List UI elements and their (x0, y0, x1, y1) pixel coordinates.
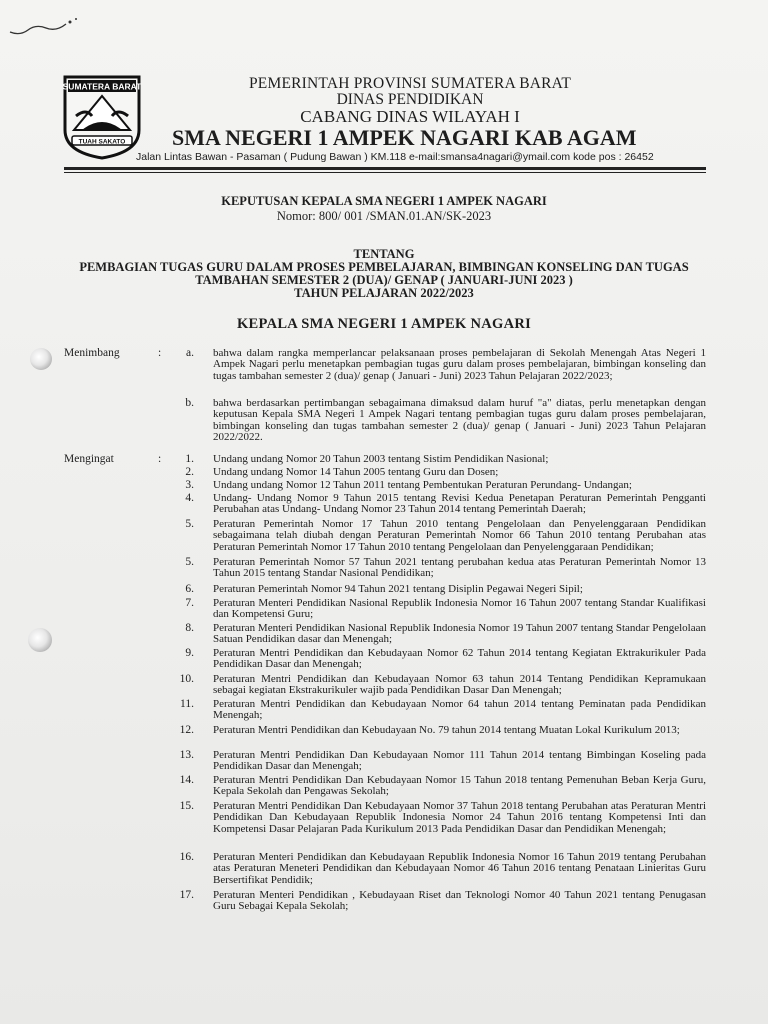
mengingat-marker: 2. (185, 466, 194, 478)
decision-number: Nomor: 800/ 001 /SMAN.01.AN/SK-2023 (276, 209, 492, 223)
mengingat-item: Undang undang Nomor 12 Tahun 2011 tentang Pembentukan Peraturan Perundang- Undangan; (213, 479, 632, 491)
header-rule-thin (64, 172, 706, 173)
mengingat-item: Undang undang Nomor 20 Tahun 2003 tentang Sistim Pendidikan Nasional; (213, 453, 549, 465)
letterhead (150, 76, 670, 150)
mengingat-item: Peraturan Mentri Pendidikan Dan Kebudayaan Nomor 111 Tahun 2014 tentang Bimbingan Koseling pada Pendidikan Dasar dan Menengah; (213, 749, 706, 773)
svg-text:TUAH SAKATO: TUAH SAKATO (78, 138, 126, 146)
mengingat-item: Peraturan Mentri Pendidikan dan Kebudayaan Nomor 64 tahun 2014 tentang Peminatan pada Pendidikan Menengah; (213, 698, 706, 722)
menimbang-label: Menimbang (64, 347, 120, 359)
mengingat-marker: 3. (185, 479, 194, 491)
menimbang-item: bahwa dalam rangka memperlancar pelaksanaan proses pembelajaran di Sekolah Menengah Atas Negeri 1 Ampek Nagari perlu menetapkan pembagian tugas guru dalam proses pembelajaran, bimbingan konseling dan tugas tambahan semester 2 (dua)/ genap ( Januari - Juni) 2023 Tahun Pelajaran 2022/2023; (213, 347, 706, 382)
province-logo (62, 74, 142, 160)
mengingat-item: Peraturan Menteri Pendidikan Nasional Republik Indonesia Nomor 19 Tahun 2007 tentang Standar Pengelolaan Satuan Pendidikan dasar dan Menengah; (213, 622, 706, 646)
school-address: Jalan Lintas Bawan - Pasaman ( Pudung Bawan ) KM.118 e-mail:smansa4nagari@ymail.com kode pos : 26452 (136, 151, 654, 163)
mengingat-marker: 17. (179, 889, 194, 901)
mengingat-item: Peraturan Pemerintah Nomor 17 Tahun 2010 tentang Pengelolaan dan Penyelenggaraan Pendidikan sebagaimana telah diubah dengan Peraturan Pemerintah Nomor 66 Tahun 2010 tentang Perubahan atas Peraturan Pemerintah Nomor 17 Tahun 2010 tentang Pengelolaan dan Penyelenggaraan Pendidikan; (213, 518, 706, 553)
menimbang-colon: : (158, 347, 162, 359)
menimbang-marker: b. (185, 397, 194, 409)
mengingat-label: Mengingat (64, 453, 114, 465)
mengingat-marker: 4. (185, 492, 194, 504)
mengingat-marker: 14. (179, 774, 194, 786)
mengingat-item: Peraturan Menteri Pendidikan dan Kebudayaan Republik Indonesia Nomor 16 Tahun 2019 tentang Perubahan atas Peraturan Meneteri Pendidikan dan Kebudayaan Nomor 46 Tahun 2016 tentang Penataan Linieritas Guru Bersertifikat Pendidik; (213, 851, 706, 886)
mengingat-marker: 13. (179, 749, 194, 761)
mengingat-marker: 12. (179, 724, 194, 736)
mengingat-colon: : (158, 453, 162, 465)
menimbang-marker: a. (186, 347, 194, 359)
letterhead-line2: DINAS PENDIDIKAN (336, 91, 484, 108)
mengingat-item: Peraturan Pemerintah Nomor 57 Tahun 2021 tentang perubahan kedua atas Peraturan Pemerintah Nomor 13 Tahun 2015 tentang Standar Nasional Pendidikan; (213, 556, 706, 580)
tentang-heading: TENTANG (353, 247, 415, 261)
mengingat-marker: 7. (185, 597, 194, 609)
svg-text:SUMATERA BARAT: SUMATERA BARAT (62, 81, 142, 92)
mengingat-marker: 1. (185, 453, 194, 465)
subject-line3: TAHUN PELAJARAN 2022/2023 (294, 286, 474, 300)
scan-mark-icon (6, 10, 86, 50)
authority-heading: KEPALA SMA NEGERI 1 AMPEK NAGARI (236, 316, 532, 332)
mengingat-marker: 15. (179, 800, 194, 812)
menimbang-item: bahwa berdasarkan pertimbangan sebagaimana dimaksud dalam huruf "a" diatas, perlu menetapkan dengan keputusan Kepala SMA Negeri 1 Ampek Nagari tentang pembagian tugas guru dalam proses pembelajaran, bimbingan konseling dan tugas tambahan semester 2 (dua)/ genap ( Januari - Juni) 2023 Tahun Pelajaran 2022/2022. (213, 397, 706, 444)
mengingat-item: Peraturan Menteri Pendidikan , Kebudayaan Riset dan Teknologi Nomor 40 Tahun 2021 tentang Penugasan Guru Sebagai Kepala Sekolah; (213, 889, 706, 913)
mengingat-marker: 16. (179, 851, 194, 863)
mengingat-item: Peraturan Mentri Pendidikan dan Kebudayaan No. 79 tahun 2014 tentang Muatan Lokal Kurikulum 2013; (213, 724, 680, 736)
mengingat-item: Peraturan Menteri Pendidikan Nasional Republik Indonesia Nomor 16 Tahun 2007 tentang Standar Kualifikasi dan Kompetensi Guru; (213, 597, 706, 621)
punch-hole (28, 628, 52, 652)
mengingat-marker: 10. (179, 673, 194, 685)
mengingat-marker: 9. (185, 647, 194, 659)
punch-hole (30, 348, 52, 370)
mengingat-item: Peraturan Pemerintah Nomor 94 Tahun 2021 tentang Disiplin Pegawai Negeri Sipil; (213, 583, 583, 595)
letterhead-line3: CABANG DINAS WILAYAH I (300, 107, 520, 126)
mengingat-item: Undang undang Nomor 14 Tahun 2005 tentang Guru dan Dosen; (213, 466, 499, 478)
mengingat-marker: 6. (185, 583, 194, 595)
mengingat-marker: 8. (185, 622, 194, 634)
subject-line2: TAMBAHAN SEMESTER 2 (DUA)/ GENAP ( JANUARI-JUNI 2023 ) (195, 273, 573, 287)
subject-line1: PEMBAGIAN TUGAS GURU DALAM PROSES PEMBELAJARAN, BIMBINGAN KONSELING DAN TUGAS (79, 260, 689, 274)
mengingat-item: Undang- Undang Nomor 9 Tahun 2015 tentang Revisi Kedua Penetapan Peraturan Pemerintah Pengganti Perubahan atas Undang- Undang Nomor 23 Tahun 2014 tentang Pemerintah Daerah; (213, 492, 706, 516)
mengingat-item: Peraturan Mentri Pendidikan dan Kebudayaan Nomor 62 Tahun 2014 tentang Kegiatan Ektrakurikuler Pada Pendidikan Dasar dan Menengah; (213, 647, 706, 671)
mengingat-item: Peraturan Mentri Pendidikan Dan Kebudayaan Nomor 15 Tahun 2018 tentang Pemenuhan Beban Kerja Guru, Kepala Sekolah dan Pengawas Sekolah; (213, 774, 706, 798)
school-name: SMA NEGERI 1 AMPEK NAGARI KAB AGAM (172, 125, 637, 150)
mengingat-marker: 5. (185, 518, 194, 530)
letterhead-line1: PEMERINTAH PROVINSI SUMATERA BARAT (248, 75, 572, 92)
mengingat-item: Peraturan Mentri Pendidikan Dan Kebudayaan Nomor 37 Tahun 2018 tentang Perubahan atas Peraturan Mentri Pendidikan Dan Kebudayaan Republik Indonesia Nomor 24 Tahun 2016 tentang Kompetensi Inti dan Kompetensi Dasar Pelajaran Pada Kurikulum 2013 Pada Pendidikan Dasar dan Pendidikan Menengah; (213, 800, 706, 835)
decision-title: KEPUTUSAN KEPALA SMA NEGERI 1 AMPEK NAGARI (221, 194, 547, 208)
mengingat-marker: 11. (180, 698, 194, 710)
mengingat-item: Peraturan Mentri Pendidikan dan Kebudayaan Nomor 63 tahun 2014 Tentang Pendidikan Kepramukaan sebagai kegiatan Ekstrakurikuler wajib pada Pendidikan Dasar Dan Menengah; (213, 673, 706, 697)
header-rule-thick (64, 167, 706, 170)
mengingat-marker: 5. (185, 556, 194, 568)
